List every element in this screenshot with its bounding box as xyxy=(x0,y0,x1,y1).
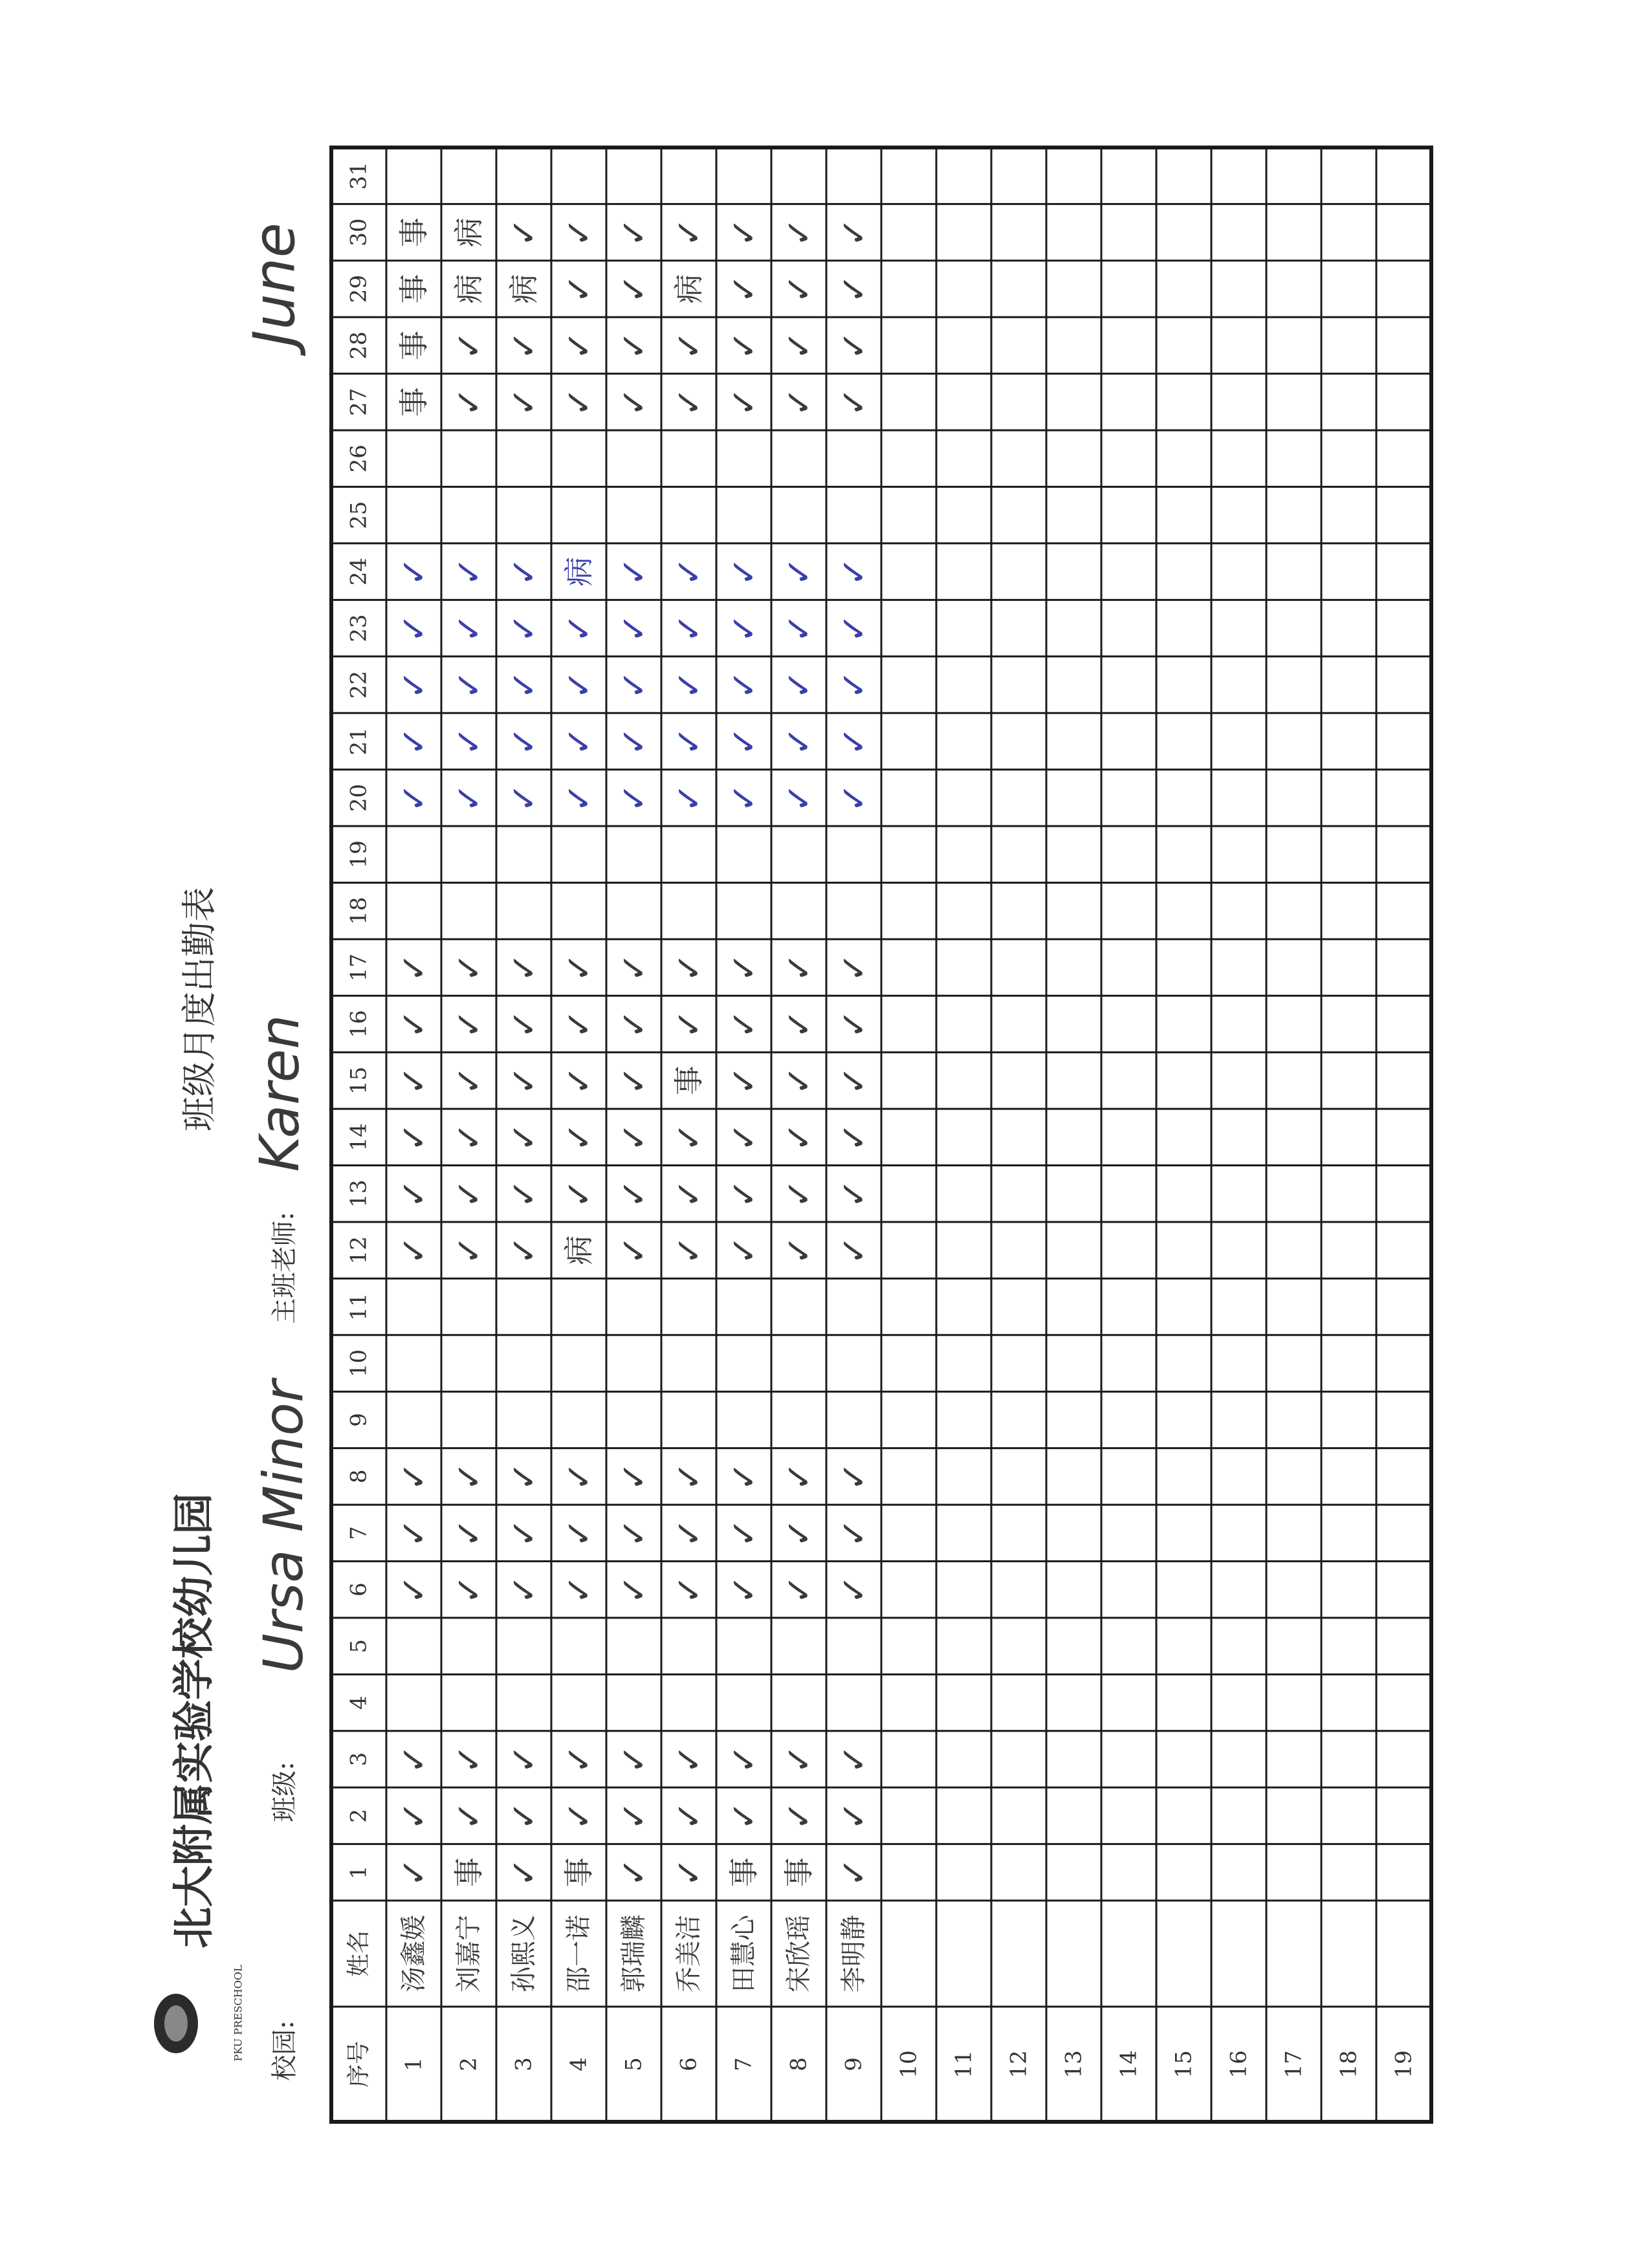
row-seq-number: 4 xyxy=(566,2057,592,2071)
attendance-check: ✓ xyxy=(833,952,874,983)
day-number: 11 xyxy=(346,1292,372,1321)
attendance-check: ✓ xyxy=(503,1009,544,1039)
attendance-check: ✓ xyxy=(778,1009,819,1039)
class-label: 班级: xyxy=(270,1761,300,1822)
attendance-check: ✓ xyxy=(833,557,874,587)
row-seq-number: 15 xyxy=(1171,2050,1197,2078)
attendance-check: ✓ xyxy=(393,1009,434,1039)
attendance-check: ✓ xyxy=(668,1122,709,1152)
attendance-check: ✓ xyxy=(448,613,489,643)
attendance-check: ✓ xyxy=(668,1518,709,1548)
attendance-check: ✓ xyxy=(558,1575,599,1604)
attendance-note: 病 xyxy=(561,556,597,587)
attendance-check: ✓ xyxy=(833,1801,874,1831)
attendance-check: ✓ xyxy=(778,1744,819,1774)
attendance-check: ✓ xyxy=(393,613,434,643)
attendance-check: ✓ xyxy=(448,1009,489,1039)
attendance-check: ✓ xyxy=(393,1179,434,1208)
attendance-check: ✓ xyxy=(613,274,654,304)
attendance-note: 事 xyxy=(396,387,432,417)
row-seq-number: 18 xyxy=(1336,2050,1362,2078)
attendance-check: ✓ xyxy=(393,783,434,812)
attendance-check: ✓ xyxy=(723,1009,764,1039)
attendance-check: ✓ xyxy=(393,1122,434,1152)
attendance-check: ✓ xyxy=(393,1857,434,1887)
attendance-check: ✓ xyxy=(833,1009,874,1039)
attendance-check: ✓ xyxy=(448,557,489,587)
student-name: 孙熙义 xyxy=(509,1915,539,1992)
attendance-note: 事 xyxy=(451,1857,487,1888)
attendance-note: 事 xyxy=(396,217,432,248)
attendance-note: 事 xyxy=(561,1857,597,1888)
attendance-check: ✓ xyxy=(448,331,489,360)
attendance-check: ✓ xyxy=(613,1009,654,1039)
attendance-check: ✓ xyxy=(613,1236,654,1265)
day-number: 18 xyxy=(346,897,372,925)
attendance-check: ✓ xyxy=(613,217,654,247)
day-number: 19 xyxy=(346,840,372,869)
attendance-check: ✓ xyxy=(448,1179,489,1208)
attendance-check: ✓ xyxy=(613,726,654,756)
attendance-check: ✓ xyxy=(613,670,654,700)
attendance-check: ✓ xyxy=(503,1461,544,1491)
attendance-check: ✓ xyxy=(448,1122,489,1152)
day-number: 23 xyxy=(346,614,372,642)
attendance-check: ✓ xyxy=(723,274,764,304)
attendance-note: 病 xyxy=(561,1235,597,1265)
day-number: 5 xyxy=(346,1639,372,1653)
row-seq-number: 1 xyxy=(401,2057,427,2071)
attendance-check: ✓ xyxy=(503,557,544,587)
attendance-check: ✓ xyxy=(778,1122,819,1152)
attendance-check: ✓ xyxy=(778,387,819,417)
attendance-check: ✓ xyxy=(833,1857,874,1887)
attendance-check: ✓ xyxy=(448,387,489,417)
teacher-value: Karen xyxy=(248,1014,311,1172)
attendance-check: ✓ xyxy=(833,1518,874,1548)
attendance-check: ✓ xyxy=(393,1744,434,1774)
day-number: 7 xyxy=(346,1525,372,1540)
attendance-check: ✓ xyxy=(558,1801,599,1831)
attendance-check: ✓ xyxy=(503,331,544,360)
attendance-check: ✓ xyxy=(613,1179,654,1208)
attendance-check: ✓ xyxy=(723,1122,764,1152)
attendance-check: ✓ xyxy=(668,1236,709,1265)
attendance-note: 事 xyxy=(726,1857,762,1888)
student-name: 邵一诺 xyxy=(564,1915,594,1992)
day-number: 31 xyxy=(346,162,372,190)
row-seq-number: 14 xyxy=(1116,2050,1142,2078)
attendance-table xyxy=(331,147,1431,2122)
attendance-check: ✓ xyxy=(558,217,599,247)
attendance-check: ✓ xyxy=(778,274,819,304)
day-number: 17 xyxy=(346,953,372,982)
day-number: 16 xyxy=(346,1010,372,1038)
attendance-check: ✓ xyxy=(723,557,764,587)
attendance-check: ✓ xyxy=(393,1518,434,1548)
row-seq-number: 5 xyxy=(621,2057,647,2071)
attendance-check: ✓ xyxy=(833,274,874,304)
attendance-check: ✓ xyxy=(723,1065,764,1096)
attendance-check: ✓ xyxy=(833,613,874,643)
attendance-check: ✓ xyxy=(448,670,489,700)
attendance-check: ✓ xyxy=(558,1518,599,1548)
day-number: 10 xyxy=(346,1349,372,1378)
attendance-check: ✓ xyxy=(723,952,764,983)
attendance-check: ✓ xyxy=(668,217,709,247)
attendance-check: ✓ xyxy=(723,331,764,360)
day-number: 9 xyxy=(346,1413,372,1427)
attendance-note: 病 xyxy=(451,274,487,304)
attendance-check: ✓ xyxy=(778,1461,819,1491)
attendance-note: 事 xyxy=(396,330,432,360)
attendance-check: ✓ xyxy=(393,557,434,587)
attendance-check: ✓ xyxy=(448,1575,489,1604)
row-seq-number: 8 xyxy=(786,2057,812,2071)
attendance-check: ✓ xyxy=(393,1236,434,1265)
attendance-check: ✓ xyxy=(503,1122,544,1152)
attendance-check: ✓ xyxy=(558,274,599,304)
attendance-check: ✓ xyxy=(613,1744,654,1774)
student-name: 汤鑫媛 xyxy=(399,1915,429,1992)
attendance-check: ✓ xyxy=(668,1744,709,1774)
attendance-check: ✓ xyxy=(778,613,819,643)
attendance-check: ✓ xyxy=(503,726,544,756)
attendance-check: ✓ xyxy=(668,670,709,700)
day-number: 6 xyxy=(346,1582,372,1597)
seq-column-header: 序号 xyxy=(346,2040,372,2088)
attendance-check: ✓ xyxy=(778,1179,819,1208)
attendance-check: ✓ xyxy=(503,613,544,643)
attendance-check: ✓ xyxy=(503,1518,544,1548)
attendance-check: ✓ xyxy=(778,1575,819,1604)
row-seq-number: 6 xyxy=(676,2057,702,2071)
attendance-check: ✓ xyxy=(833,783,874,812)
attendance-check: ✓ xyxy=(558,331,599,360)
attendance-check: ✓ xyxy=(778,783,819,812)
row-seq-number: 7 xyxy=(731,2057,757,2071)
attendance-check: ✓ xyxy=(393,952,434,983)
attendance-check: ✓ xyxy=(558,1744,599,1774)
attendance-check: ✓ xyxy=(778,670,819,700)
attendance-check: ✓ xyxy=(723,1179,764,1208)
day-number: 8 xyxy=(346,1469,372,1484)
attendance-check: ✓ xyxy=(558,670,599,700)
day-number: 4 xyxy=(346,1696,372,1710)
attendance-note: 病 xyxy=(671,274,707,304)
attendance-check: ✓ xyxy=(778,726,819,756)
day-number: 21 xyxy=(346,727,372,756)
campus-label: 校园: xyxy=(270,2020,300,2081)
row-seq-number: 16 xyxy=(1226,2050,1252,2078)
row-seq-number: 11 xyxy=(951,2050,977,2078)
attendance-check: ✓ xyxy=(393,1575,434,1604)
attendance-check: ✓ xyxy=(668,1009,709,1039)
header xyxy=(154,223,315,2081)
attendance-note: 事 xyxy=(671,1065,707,1096)
attendance-check: ✓ xyxy=(723,1518,764,1548)
student-name: 田慧心 xyxy=(729,1915,759,1992)
attendance-check: ✓ xyxy=(778,1518,819,1548)
attendance-check: ✓ xyxy=(613,1801,654,1831)
attendance-check: ✓ xyxy=(613,783,654,812)
day-number: 15 xyxy=(346,1066,372,1095)
day-number: 24 xyxy=(346,558,372,586)
attendance-note: 病 xyxy=(506,274,542,304)
attendance-check: ✓ xyxy=(613,387,654,417)
attendance-check: ✓ xyxy=(723,670,764,700)
attendance-check: ✓ xyxy=(393,726,434,756)
attendance-check: ✓ xyxy=(833,726,874,756)
day-number: 20 xyxy=(346,783,372,812)
attendance-check: ✓ xyxy=(613,557,654,587)
student-name: 李明静 xyxy=(839,1915,869,1992)
attendance-check: ✓ xyxy=(558,1179,599,1208)
day-number: 27 xyxy=(346,387,372,417)
attendance-check: ✓ xyxy=(448,1518,489,1548)
attendance-check: ✓ xyxy=(668,952,709,983)
day-number: 1 xyxy=(346,1865,372,1880)
logo-caption: PKU PRESCHOOL xyxy=(232,1965,245,2062)
attendance-check: ✓ xyxy=(503,1065,544,1096)
attendance-check: ✓ xyxy=(833,1744,874,1774)
attendance-check: ✓ xyxy=(668,1801,709,1831)
school-name: 北大附属实验学校幼儿园 xyxy=(170,1493,219,1948)
attendance-note: 事 xyxy=(396,274,432,304)
attendance-check: ✓ xyxy=(723,783,764,812)
row-seq-number: 13 xyxy=(1061,2050,1087,2078)
student-name: 郭瑞麟 xyxy=(619,1915,649,1992)
class-value: Ursa Minor xyxy=(252,1380,315,1674)
day-number: 14 xyxy=(346,1123,372,1151)
attendance-check: ✓ xyxy=(833,1179,874,1208)
attendance-check: ✓ xyxy=(668,1461,709,1491)
attendance-check: ✓ xyxy=(613,1857,654,1887)
attendance-check: ✓ xyxy=(723,613,764,643)
attendance-check: ✓ xyxy=(503,387,544,417)
page-title: 班级月度出勤表 xyxy=(179,887,220,1131)
attendance-check: ✓ xyxy=(668,557,709,587)
attendance-check: ✓ xyxy=(448,1744,489,1774)
student-name: 乔美洁 xyxy=(674,1915,704,1992)
attendance-check: ✓ xyxy=(613,1575,654,1604)
attendance-check: ✓ xyxy=(833,387,874,417)
attendance-check: ✓ xyxy=(503,1744,544,1774)
attendance-check: ✓ xyxy=(833,1236,874,1265)
row-seq-number: 19 xyxy=(1391,2050,1417,2078)
attendance-check: ✓ xyxy=(448,952,489,983)
attendance-check: ✓ xyxy=(613,1461,654,1491)
attendance-check: ✓ xyxy=(503,1575,544,1604)
attendance-note: 事 xyxy=(781,1857,817,1888)
attendance-check: ✓ xyxy=(503,1801,544,1831)
attendance-check: ✓ xyxy=(558,387,599,417)
attendance-check: ✓ xyxy=(503,1857,544,1887)
attendance-check: ✓ xyxy=(558,1461,599,1491)
name-column-header: 姓名 xyxy=(346,1930,372,1978)
month-value: June xyxy=(241,223,308,347)
attendance-check: ✓ xyxy=(448,726,489,756)
attendance-check: ✓ xyxy=(558,783,599,812)
day-number: 22 xyxy=(346,670,372,699)
attendance-check: ✓ xyxy=(833,217,874,247)
attendance-check: ✓ xyxy=(833,1122,874,1152)
attendance-check: ✓ xyxy=(613,952,654,983)
attendance-check: ✓ xyxy=(778,217,819,247)
attendance-check: ✓ xyxy=(668,783,709,812)
day-number: 2 xyxy=(346,1809,372,1823)
attendance-check: ✓ xyxy=(558,726,599,756)
attendance-check: ✓ xyxy=(668,613,709,643)
attendance-check: ✓ xyxy=(723,1575,764,1604)
attendance-check: ✓ xyxy=(558,1009,599,1039)
attendance-check: ✓ xyxy=(668,331,709,360)
attendance-check: ✓ xyxy=(448,1065,489,1096)
day-number: 28 xyxy=(346,331,372,360)
row-seq-number: 17 xyxy=(1281,2050,1307,2078)
attendance-check: ✓ xyxy=(833,331,874,360)
attendance-check: ✓ xyxy=(503,783,544,812)
attendance-check: ✓ xyxy=(668,1575,709,1604)
attendance-check: ✓ xyxy=(393,670,434,700)
attendance-check: ✓ xyxy=(668,387,709,417)
attendance-check: ✓ xyxy=(613,331,654,360)
attendance-check: ✓ xyxy=(393,1461,434,1491)
day-number: 3 xyxy=(346,1752,372,1767)
attendance-note: 病 xyxy=(451,217,487,248)
day-number: 25 xyxy=(346,501,372,529)
attendance-check: ✓ xyxy=(778,1801,819,1831)
school-logo-inner xyxy=(164,2005,188,2042)
attendance-check: ✓ xyxy=(613,1122,654,1152)
attendance-check: ✓ xyxy=(723,1801,764,1831)
attendance-check: ✓ xyxy=(668,1857,709,1887)
attendance-check: ✓ xyxy=(558,1065,599,1096)
attendance-check: ✓ xyxy=(723,217,764,247)
attendance-check: ✓ xyxy=(393,1801,434,1831)
attendance-check: ✓ xyxy=(503,670,544,700)
attendance-check: ✓ xyxy=(833,1461,874,1491)
attendance-check: ✓ xyxy=(778,557,819,587)
attendance-check: ✓ xyxy=(668,1179,709,1208)
teacher-label: 主班老师: xyxy=(270,1212,300,1324)
attendance-check: ✓ xyxy=(503,217,544,247)
attendance-check: ✓ xyxy=(448,783,489,812)
attendance-check: ✓ xyxy=(503,1179,544,1208)
student-name: 刘嘉宁 xyxy=(454,1915,484,1992)
attendance-check: ✓ xyxy=(778,952,819,983)
attendance-check: ✓ xyxy=(833,670,874,700)
row-seq-number: 3 xyxy=(511,2057,537,2071)
attendance-check: ✓ xyxy=(723,726,764,756)
attendance-check: ✓ xyxy=(723,387,764,417)
attendance-check: ✓ xyxy=(613,1518,654,1548)
row-seq-number: 9 xyxy=(841,2057,867,2071)
attendance-check: ✓ xyxy=(723,1236,764,1265)
day-number: 12 xyxy=(346,1236,372,1265)
attendance-check: ✓ xyxy=(668,726,709,756)
attendance-check: ✓ xyxy=(558,952,599,983)
day-number: 30 xyxy=(346,218,372,246)
attendance-check: ✓ xyxy=(393,1065,434,1096)
attendance-check: ✓ xyxy=(833,1575,874,1604)
attendance-check: ✓ xyxy=(558,1122,599,1152)
attendance-check: ✓ xyxy=(503,1236,544,1265)
row-seq-number: 10 xyxy=(896,2050,922,2078)
day-number: 29 xyxy=(346,274,372,303)
day-number: 13 xyxy=(346,1179,372,1208)
attendance-check: ✓ xyxy=(613,1065,654,1096)
student-name: 宋欣瑶 xyxy=(784,1915,814,1992)
row-seq-number: 12 xyxy=(1006,2050,1032,2078)
attendance-check: ✓ xyxy=(833,1065,874,1096)
attendance-check: ✓ xyxy=(613,613,654,643)
attendance-check: ✓ xyxy=(723,1744,764,1774)
attendance-check: ✓ xyxy=(723,1461,764,1491)
attendance-check: ✓ xyxy=(558,613,599,643)
attendance-check: ✓ xyxy=(778,1236,819,1265)
attendance-check: ✓ xyxy=(448,1801,489,1831)
attendance-check: ✓ xyxy=(503,952,544,983)
attendance-check: ✓ xyxy=(778,1065,819,1096)
attendance-check: ✓ xyxy=(448,1236,489,1265)
attendance-check: ✓ xyxy=(448,1461,489,1491)
row-seq-number: 2 xyxy=(456,2057,482,2071)
day-number: 26 xyxy=(346,444,372,473)
attendance-check: ✓ xyxy=(778,331,819,360)
